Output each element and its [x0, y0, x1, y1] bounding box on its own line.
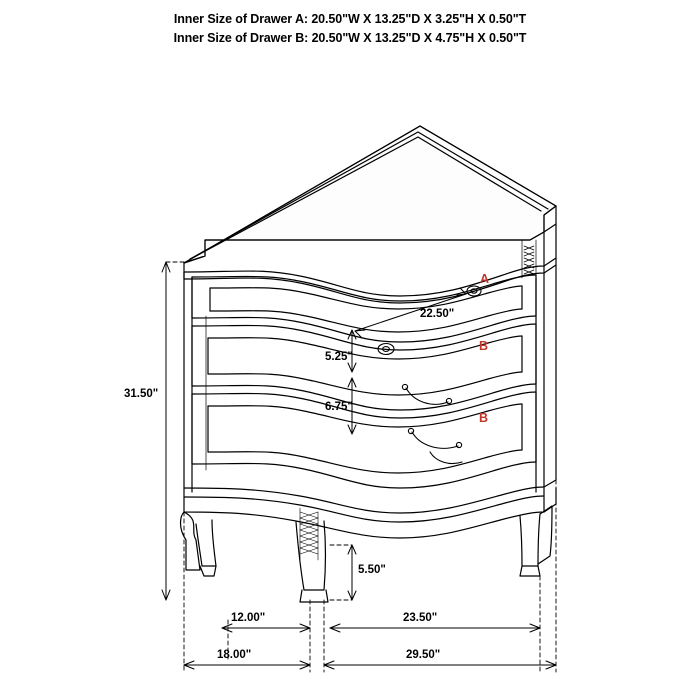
- dim-depth-total: [184, 661, 310, 669]
- dim-width-total: [324, 661, 556, 669]
- dim-label-depth-front: 12.00": [231, 612, 266, 624]
- case-top: [184, 126, 556, 263]
- case-right-side: [536, 265, 556, 496]
- callout-drawer-b2: B: [479, 411, 489, 425]
- ext-line-front-center: [310, 600, 324, 672]
- drawer-b-inner-size-text: Inner Size of Drawer B: 20.50"W X 13.25"D X 4.75"H X 0.50"T: [173, 31, 527, 45]
- callout-drawer-a: A: [480, 272, 490, 286]
- dim-label-width-total: 29.50": [406, 649, 441, 661]
- drawer-b2-pull-secondary: [430, 452, 462, 464]
- dim-leg-height: [330, 545, 356, 600]
- right-pilaster-detail: [522, 240, 536, 278]
- dim-depth-front: [222, 624, 310, 632]
- dim-overall-height: [162, 262, 184, 600]
- crystal-mesh-left: [300, 508, 318, 560]
- leg-front-right: [520, 514, 540, 576]
- callout-drawer-b1: B: [479, 339, 489, 353]
- drawer-a-inner-size-text: Inner Size of Drawer A: 20.50"W X 13.25"D X 3.25"H X 0.50"T: [173, 12, 527, 26]
- leg-back-right: [538, 488, 556, 564]
- dim-width-front: [330, 624, 540, 632]
- dim-label-depth-total: 18.00": [217, 649, 252, 661]
- dim-label-leg-height: 5.50": [358, 564, 386, 576]
- dim-label-width-front: 23.50": [403, 612, 438, 624]
- dim-label-drawer-b-height: 6.75": [325, 401, 353, 413]
- leg-front-center: [296, 521, 328, 602]
- left-pilaster-detail: [192, 312, 206, 470]
- drawer-b2-pull: [408, 428, 461, 448]
- dim-label-overall-height: 31.50": [124, 388, 159, 400]
- drawer-b1-front: [192, 324, 536, 410]
- dim-label-drawer-a-height: 5.25": [325, 351, 353, 363]
- dim-label-drawer-a-width: 22.50": [420, 308, 455, 320]
